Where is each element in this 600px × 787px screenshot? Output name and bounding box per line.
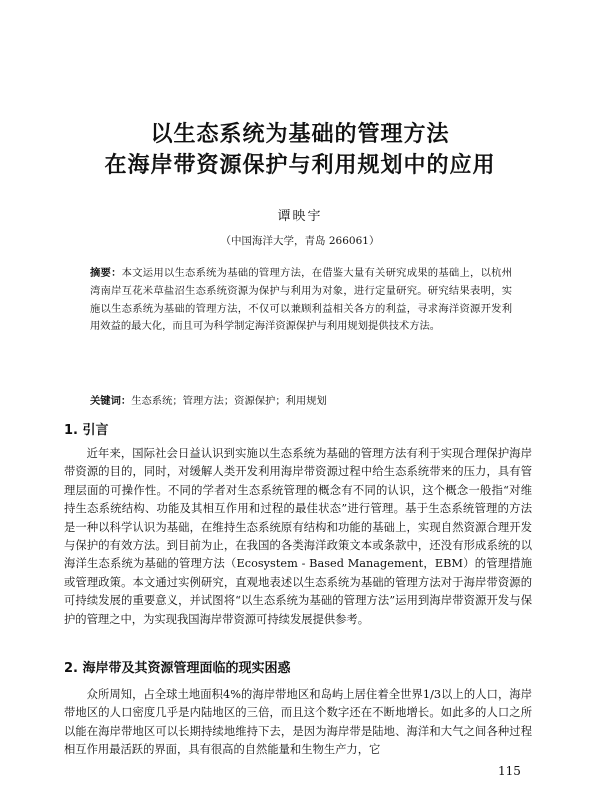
section-2-paragraph: 众所周知，占全球土地面积4%的海岸带地区和岛屿上居住着全世界1/3以上的人口，海岸带地区的人口密度几乎是内陆地区的三倍，而且这个数字还在不断地增长。如此多的人口之所以能在海岸带地区可以长期持续地维持下去，是因为海岸带是陆地、海洋和大气之间各种过程相互作用最活跃的界面，具有很高的自然能量和生物生产力，它 [64, 688, 532, 757]
section-2-heading: 2. 海岸带及其资源管理面临的现实困惑 [64, 661, 291, 676]
section-1-heading: 1. 引言 [64, 423, 109, 438]
abstract-text: 本文运用以生态系统为基础的管理方法，在借鉴大量有关研究成果的基础上，以杭州湾南岸互花米草盐沼生态系统资源为保护与利用为对象，进行定量研究。研究结果表明，实施以生态系统为基础的管理方法，不仅可以兼顾利益相关各方的利益，寻求海洋资源开发利用效益的最大化，而且可为科学制定海洋资源保护与利用规划提供技术方法。 [90, 267, 513, 333]
abstract-label: 摘要： [90, 267, 122, 279]
page-number: 115 [498, 764, 521, 778]
abstract [90, 265, 512, 336]
keywords [90, 392, 512, 407]
author-name: 谭映宇 [277, 209, 323, 224]
keywords-label: 关键词： [90, 395, 132, 407]
author-affiliation: （中国海洋大学，青岛 266061） [220, 235, 380, 247]
section-1-paragraph: 近年来，国际社会日益认识到实施以生态系统为基础的管理方法有利于实现合理保护海岸带资源的目的，同时，对缓解人类开发利用海岸带资源过程中给生态系统带来的压力，具有管理层面的可操作性。不同的学者对生态系统管理的概念有不同的认识，这个概念一般指“对维持生态系统结构、功能及其相互作用和过程的最佳状态”进行管理。基于生态系统管理的方法是一种以科学认识为基础，在维持生态系统原有结构和功能的基础上，实现自然资源合理开发与保护的有效方法。到目前为止，在我国的各类海洋政策文本或条款中，还没有形成系统的以海洋生态系统为基础的管理方法（Ecosystem - Based Management，EBM）的管理措施或管理政策。本文通过实例研究，直观地表述以生态系统为基础的管理方法对于海岸带资源的可持续发展的重要意义，并试图将“以生态系统为基础的管理方法”运用到海岸带资源开发与保护的管理之中，为实现我国海岸带资源可持续发展提供参考。 [64, 447, 532, 626]
title-line-1: 以生态系统为基础的管理方法 [150, 122, 450, 147]
title-line-2: 在海岸带资源保护与利用规划中的应用 [104, 153, 496, 178]
keywords-text: 生态系统；管理方法；资源保护；利用规划 [131, 395, 327, 407]
